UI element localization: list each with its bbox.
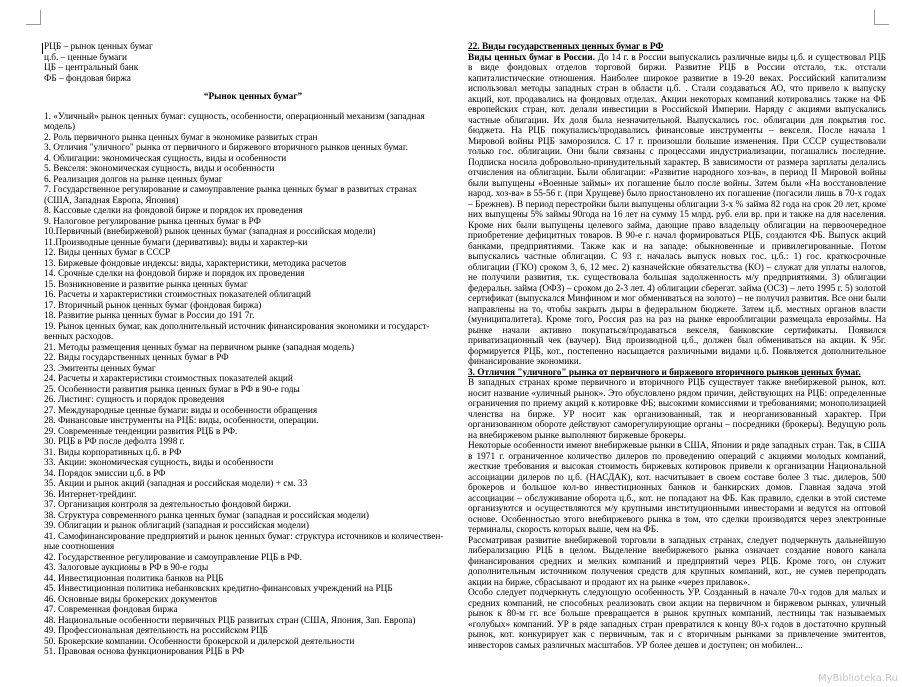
question-item: 35. Акции и рынок акций (западная и российская модели) + см. 33	[44, 479, 308, 489]
question-item: 31. Виды корпоративных ц.б. в РФ	[44, 447, 182, 458]
question-item: 14. Срочные сделки на фондовой бирже и порядок их проведения	[44, 269, 305, 279]
right-column[interactable]	[468, 42, 886, 682]
abbreviations-list	[44, 42, 462, 84]
left-column[interactable]	[44, 42, 462, 682]
question-item: (США, Западная Европа, Япония)	[44, 195, 179, 206]
question-item: 28. Финансовые инструменты на РЦБ: виды, особенности, операции.	[44, 416, 319, 426]
document-title: “Рынок ценных бумаг”	[203, 92, 303, 102]
question-item: 17. Вторичный рынок ценных бумаг (фондовая биржа)	[44, 300, 262, 311]
question-item: 2. Роль первичного рынка ценных бумаг в экономике развитых стран	[44, 132, 318, 143]
answer-22-heading: 22. Виды государственных ценных бумаг в РФ	[468, 42, 664, 52]
question-item: 30. РЦБ в РФ после дефолта 1998 г.	[44, 437, 185, 447]
question-item: венных расходов.	[44, 332, 114, 342]
question-item: 1. «Уличный» рынок ценных бумаг: сущность, особенности, операционный механизм (западная	[44, 111, 425, 122]
watermark: MyBiblioteka.Ru	[817, 673, 898, 684]
question-item: 42. Государственное регулирование и самоуправление РЦБ в РФ.	[44, 552, 302, 563]
answer-3-body	[468, 378, 886, 651]
question-item: 18. Развитие рынка ценных бумаг в России до 191 7г.	[44, 311, 255, 321]
answer-22-lead: Виды ценных бумаг в России.	[468, 52, 595, 63]
question-item: 39. Облигации и рынок облигаций (западная и российская модели)	[44, 521, 309, 531]
question-item: 16. Расчеты и характеристики стоимостных показателей облигаций	[44, 290, 311, 300]
question-item: 7. Государственное регулирование и самоуправление рынка ценных бумаг в развитых странах	[44, 185, 417, 195]
question-item: 12. Виды ценных бумаг в СССР	[44, 248, 171, 258]
question-item: 3. Отличия "уличного" рынка от первичного и биржевого вторичного рынков ценных бумаг.	[44, 143, 408, 153]
question-item: 49. Профессиональная деятельность на российском РЦБ	[44, 626, 269, 636]
question-item: 6. Реализация долгов на рынке ценных бумаг	[44, 174, 223, 185]
question-item: 11.Производные ценные бумаги (деривативы): виды и характер-ки	[44, 237, 308, 248]
answer-3-paragraph: Особо следует подчеркнуть следующую особенность УР. Созданный в начале 70-х годов для малых и средних компаний, не способных реализовать свои акции на первичном и биржевом рынках, уличный рынок к 80-м гг. все больше превращается в рынок крупных компаний, лестницы так называемых «голубых» компаний. УР в ряде западных стран превратился к концу 80-х годов в достаточно крупный рынок, кот. конкурирует как с первичным, так и с вторичным рынками за привлечение эмитентов, инвесторов самых различных масштабов. УР более дешев и доступен; он мобилен...	[468, 588, 886, 651]
question-item: 41. Самофинансирование предприятий и рынок ценных бумаг: структура источников и количествен-	[44, 531, 444, 542]
abbreviation-line: ФБ – фондовая биржа	[44, 73, 131, 84]
question-item: 13. Биржевые фондовые индексы: виды, характеристики, методика расчетов	[44, 258, 347, 269]
page-corner-mark	[874, 10, 889, 25]
question-item: 46. Основные виды брокерских документов	[44, 594, 218, 605]
question-item: 51. Правовая основа функционирования РЦБ в РФ	[44, 647, 245, 657]
question-item: 4. Облигации: экономическая сущность, виды и особенности	[44, 153, 287, 164]
question-item: 24. Расчеты и характеристики стоимостных показателей акций	[44, 374, 293, 384]
answer-3-paragraph: Рассматривая развитие внебиржевой торговли в западных странах, следует подчеркнуть дальнейшую либерализацию РЦБ в целом. Выделение внебиржевого рынка означает создание нового канала финансирования средних и мелких компаний и предприятий через РЦБ. Кроме того, он служит дополнительным источником получения средств для крупных компаний, кот., не сумев перепродать акции на бирже, сбрасывают и продают их на рынке «через прилавок».	[468, 535, 886, 588]
question-item: 10.Первичный (внебиржевой) рынок ценных бумаг (западная и российская модели)	[44, 227, 376, 237]
answer-3-paragraph: В западных странах кроме первичного и вторичного РЦБ существует также внебиржевой рынок, кот. носит название «уличный рынок». Это обусловлено рядом причин, действующих на РЦБ: определенные ограничения по приему акций к котировке ФБ; высокими комиссиями и требованиями; монополизацией членства на бирже. УР носит как организованный, так и неорганизованный характер. При организованном обороте действуют саморегулирующие органы – посредники (брокеры). Ведущую роль на внебиржевом рынке выполняют биржевые брокеры.	[468, 378, 886, 441]
question-item: 23. Эмитенты ценных бумаг	[44, 363, 156, 374]
question-item: 5. Векселя: экономическая сущность, виды и особенности	[44, 164, 275, 174]
question-item: 29. Современные тенденции развития РЦБ в РФ.	[44, 426, 238, 437]
page-corner-mark	[26, 10, 41, 25]
question-item: 38. Структура современного рынка ценных бумаг (западная и российская модели)	[44, 510, 369, 521]
abbreviation-line: ц.б. – ценные бумаги	[44, 52, 128, 63]
question-item: 19. Рынок ценных бумаг, как дополнительный источник финансирования экономики и государст-	[44, 321, 430, 332]
text-cursor	[42, 43, 43, 54]
question-item: 34. Порядок эмиссии ц.б. в РФ	[44, 468, 166, 479]
question-item: 37. Организация контроля за деятельностью фондовой биржи.	[44, 500, 292, 510]
question-item: 22. Виды государственных ценных бумаг в РФ	[44, 353, 229, 363]
question-item: 8. Кассовые сделки на фондовой бирже и порядок их проведения	[44, 206, 303, 216]
question-item: 48. Национальные особенности первичных РЦБ развитых стран (США, Япония, Зап. Европа)	[44, 615, 416, 626]
question-item: 45. Инвестиционная политика небанковских кредитно-финансовых учреждений на РЦБ	[44, 584, 393, 594]
question-item: 47. Современная фондовая биржа	[44, 605, 178, 615]
question-item: 50. Брокерские компании. Особенности брокерской и дилерской деятельности	[44, 636, 355, 647]
abbreviation-line: РЦБ – рынок ценных бумаг	[44, 42, 153, 52]
spacer	[44, 84, 462, 89]
question-item: ные соотношения	[44, 542, 115, 552]
question-item: 36. Интернет-трейдинг.	[44, 489, 137, 500]
question-item: 21. Методы размещения ценных бумаг на первичном рынке (западная модель)	[44, 342, 355, 353]
answer-22-body	[468, 53, 886, 368]
answer-3-paragraph: Некоторые особенности имеют внебиржевые рынки в США, Японии и ряде западных стран. Так, в США в 1971 г. ограниченное количество дилеров по проведению операций с акциями молодых компаний, жесткие требования и высокая стоимость биржевых котировок привели к организации Национальной ассоциации дилеров по ц.б. (НАСДАК), кот. насчитывает в своем составе более 3 тыс. дилеров, 500 брокеров и большое кол-во инвестиционных банков и банкирских домов. Главная задача этой ассоциации – обслуживание оборота ц.б., кот. не попадают на ФБ. Как правило, сделки в этой системе организуются и осуществляются м/у крупными институционными инвесторами и ведутся на оптовой основе. Особенностью этого внебиржевого рынка в том, что сделки производятся через электронные терминалы, скорость которых выше, чем на ФБ.	[468, 441, 886, 535]
question-item: 25. Особенности развития рынка ценных бумаг в РФ в 90-е годы	[44, 384, 300, 395]
answer-22-text: До 14 г. в России выпускались различные виды ц.б. и существовал РЦБ в виде фондовых отделов торговой биржи. Развитие РЦБ в России отстало, т.к. отстали капиталистические отношения. Наиболее широкое развитие в 19-20 веках. Российский капитализм использовал методы западных стран в области ц.б. . Стали создаваться АО, что привело к выпуску акций, кот. продавались на фондовых отделах. Акции некоторых компаний котировались также на ФБ европейских стран, кот. делали инвестиции в Российской Империи. Наряду с акциями выпускались частные облигации. Их доля была незначительной. Выпускались гос. облигации для покрытия гос. бюджета. На РЦБ покупались/продавались финансовые инструменты – векселя. После начала 1 Мировой войны РЦБ заморозился. С 17 г. произошли большие изменения. При СССР существовали только гос. облигации. Они были связаны с процессами индустриализации, погашались последние. Подписка носила добровольно-принудительный характер. В зависимости от размера зарплаты делались отчисления на облигации. Были облигации: «Развитие народного хоз-ва», в период II Мировой войны были выпущены «Военные займы» их погашение было после войны. Затем были «На восстановление народ. хоз-ва» в 55-56 г. (при Хрущеве) было приостановлено их погашение (погасили лишь в 70-х годах – Брежнев). В период перестройки были выпущены облигации 3-х % займа 82 года на срок 20 лет, кроме них выпущены 5% займы 90года на 16 лет на сумму 15 млрд. руб. ели вр. при и также на для населения. Кроме них были выпущены целевого займа, дающие право владельцу облигации на первоочередное приобретение дефицитных товаров. В 90-е г. начал формироваться РЦБ, создаются ФБ. Выпуск акций банками, предприятиями. Также как и на западе: обыкновенные и привилегированные. Потом выпускались частные облигации. С 93 г. началась выпуск новых гос. ц.б.: 1) гос. краткосрочные облигации (ГКО) сроком 3, 6, 12 мес. 2) казначейские обязательства (КО) – служат для уплаты налогов, не получили развития, т.к. существовала большая задолженность м/у предприятиями. 3) облигации федеральн. займа (ОФЗ) – сроком до 2-3 лет. 4) облигации сберегат. займа (ОСЗ) – лето 1995 г. 5) золотой сертификат (выпускался Минфином и мог обмениваться на золото) – не получил развития. Все они были направлены на то, чтобы закрыть дыры в федеральном бюджете. Затем ц.б. местных органов власти (муниципалитета). Кроме того, Россия раз на раз на рынке еврооблигации размещала еврозаймы. На рынке начали активно покупаться/продаваться векселя, банковские сертификаты. Появился приватизационный чек (ваучер). Вид производной ц.б., должен был обмениваться на акции. К 95г. формируется РЦБ, кот., постепенно насыщается различными видами ц.б. Появляется дополнительное финансирование экономики.	[468, 52, 886, 367]
question-item: 43. Залоговые аукционы в РФ в 90-е годы	[44, 563, 209, 573]
question-item: модель)	[44, 122, 76, 132]
question-item: 9. Налоговое регулирование рынка ценных бумаг в РФ	[44, 216, 261, 227]
question-item: 15. Возникновение и развитие рынка ценных бумаг	[44, 279, 248, 290]
questions-list	[44, 112, 462, 658]
question-item: 26. Листинг: сущность и порядок проведения	[44, 395, 225, 405]
answer-3-heading: 3. Отличия "уличного" рынка от первичного и биржевого вторичного рынков ценных бумаг.	[468, 367, 861, 378]
question-item: 27. Международные ценные бумаги: виды и особенности обращения	[44, 405, 318, 416]
abbreviation-line: ЦБ – центральный банк	[44, 63, 139, 73]
question-item: 44. Инвестиционная политика банков на РЦБ	[44, 573, 224, 584]
question-item: 33. Акции: экономическая сущность, виды и особенности	[44, 458, 274, 468]
